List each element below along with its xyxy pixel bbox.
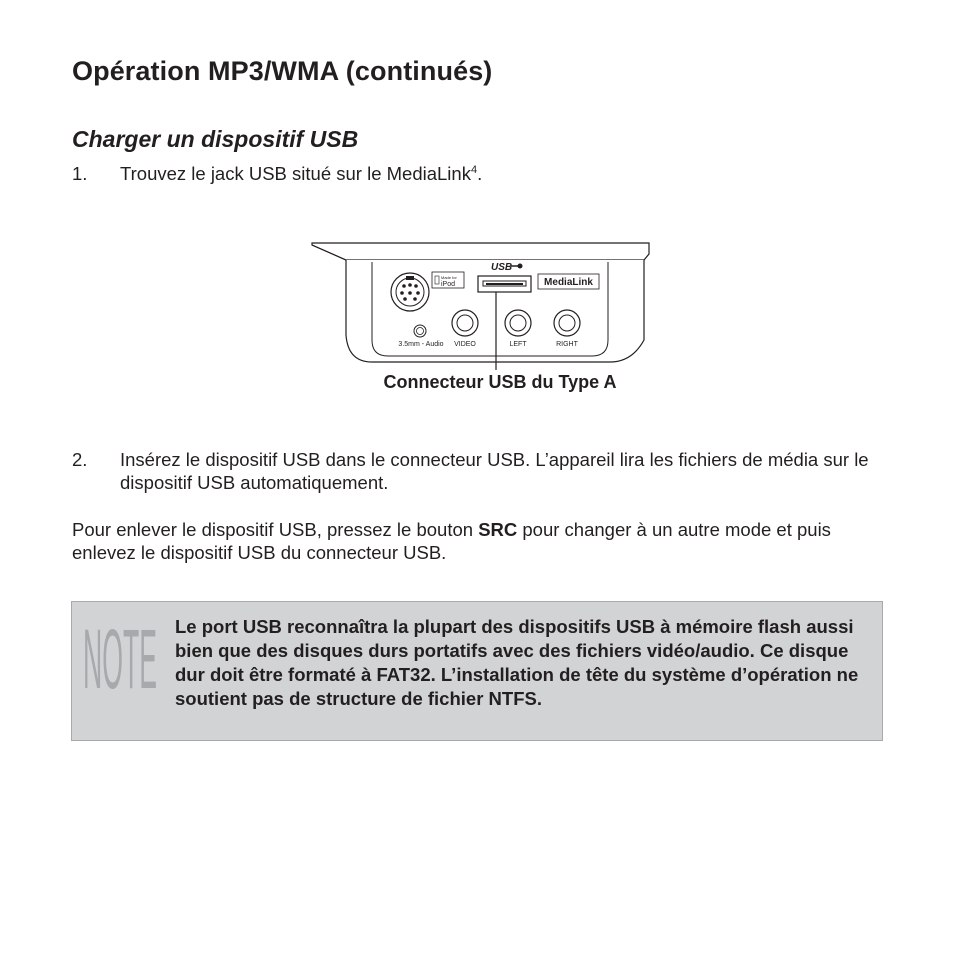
note-logo-text: NOTE — [83, 616, 157, 690]
audio-port-label: 3.5mm - Audio — [398, 341, 444, 348]
src-button-name: SRC — [478, 519, 518, 540]
diagram-caption: Connecteur USB du Type A — [383, 372, 617, 392]
ipod-badge-bottom-text: iPod — [441, 281, 456, 288]
note-logo — [82, 616, 158, 690]
step-1-superscript: 4 — [470, 163, 478, 176]
src-paragraph — [72, 518, 892, 564]
usb-port — [478, 276, 531, 292]
step-1-text — [120, 162, 890, 185]
left-port-label: LEFT — [509, 341, 527, 348]
note-text: Le port USB reconnaîtra la plupart des dispositifs USB à mémoire flash aussi bien que des disques durs portatifs avec des fichiers vidéo/audio. Ce disque dur doit être formaté à FAT32. L’installation de tête du système d’opération ne soutient pas de structure de fichier NTFS. — [175, 616, 859, 709]
video-port-label: VIDEO — [454, 341, 476, 348]
right-jack-icon — [554, 310, 580, 336]
paragraph-text-before: Pour enlever le dispositif USB, pressez le bouton — [72, 519, 479, 540]
ipod-badge-top-text: Made for — [441, 275, 457, 280]
video-jack-icon — [452, 310, 478, 336]
ipod-badge — [432, 272, 464, 288]
right-port-label: RIGHT — [556, 341, 578, 348]
step-2-text: Insérez le dispositif USB dans le connecteur USB. L’appareil lira les fichiers de média sur le dispositif USB automatiquement. — [120, 449, 869, 493]
usb-logo-text: USB — [491, 262, 513, 273]
left-jack-icon — [505, 310, 531, 336]
step-2-number: 2. — [72, 449, 88, 470]
device-top-edge — [312, 243, 649, 260]
paragraph-text-after: pour changer à un autre mode et puis enlevez le dispositif USB du connecteur USB. — [72, 519, 831, 563]
step-1-number: 1. — [72, 163, 88, 184]
note-box — [71, 601, 883, 741]
step-1-label: Trouvez le jack USB situé sur le MediaLink — [120, 163, 471, 184]
medialink-label: MediaLink — [544, 277, 593, 288]
page-title: Opération MP3/WMA (continués) — [72, 56, 493, 86]
medialink-diagram — [310, 240, 650, 370]
step-1-suffix: . — [477, 163, 483, 184]
ipod-connector-icon — [391, 273, 429, 311]
audio-jack-icon — [414, 325, 426, 337]
section-title: Charger un dispositif USB — [72, 126, 359, 152]
